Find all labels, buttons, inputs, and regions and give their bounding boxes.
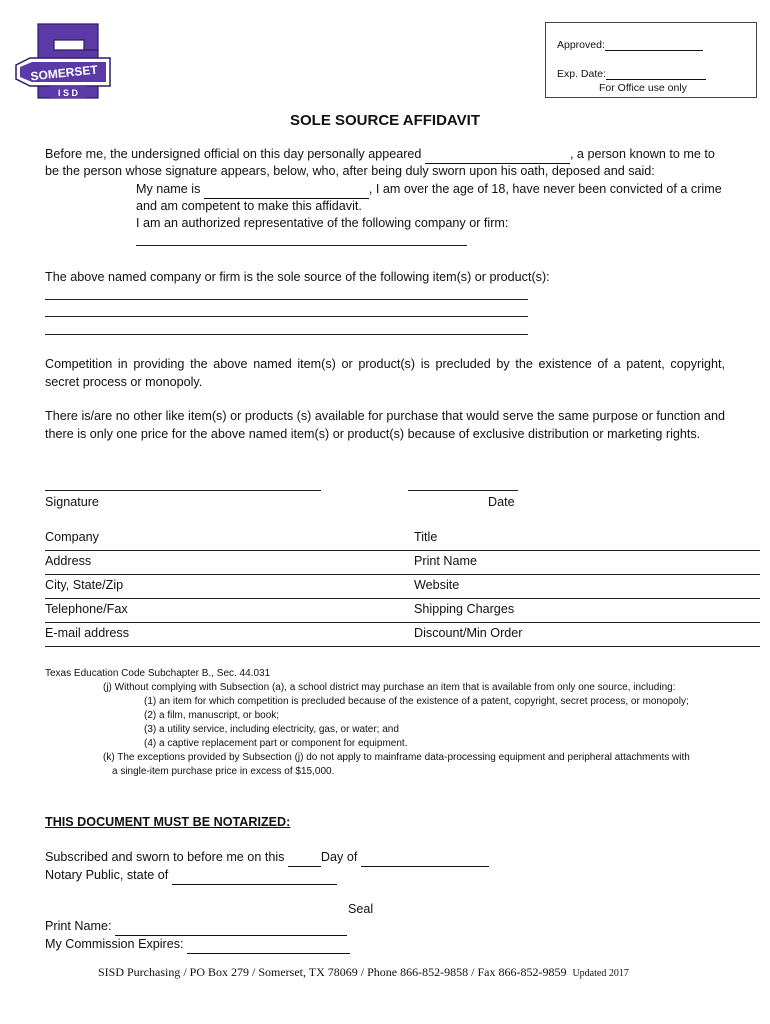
intro-line-3 xyxy=(136,181,746,199)
signature-label: Signature xyxy=(45,495,99,509)
intro-line-5: I am an authorized representative of the following company or firm: xyxy=(136,216,509,230)
telephone-fax-label: Telephone/Fax xyxy=(45,602,128,616)
code-heading: Texas Education Code Subchapter B., Sec. 44.031 xyxy=(45,668,271,679)
intro-line-1 xyxy=(45,146,735,164)
intro-text-1b: , a person known to me to xyxy=(569,147,715,161)
competition-text: Competition in providing the above named item(s) or product(s) is precluded by the existence of a patent, copyright, secret process or monopoly. xyxy=(45,357,725,389)
address-label: Address xyxy=(45,554,92,568)
code-k1: (k) The exceptions provided by Subsection (j) do not apply to mainframe data-processing equipment and peripheral attachments with xyxy=(103,752,690,763)
exp-date-line xyxy=(557,68,706,80)
notarized-heading: THIS DOCUMENT MUST BE NOTARIZED: xyxy=(45,815,291,829)
intro-text-1a: Before me, the undersigned official on this day personally appeared xyxy=(45,147,422,161)
item-line-2[interactable] xyxy=(45,316,528,317)
grid-rule-5 xyxy=(45,646,760,647)
code-j2: (2) a film, manuscript, or book; xyxy=(144,710,280,721)
approved-field[interactable] xyxy=(605,50,703,51)
date-field[interactable] xyxy=(408,490,518,491)
print-name-label: Print Name xyxy=(414,554,477,568)
city-state-zip-label: City, State/Zip xyxy=(45,578,124,592)
notary-state-field[interactable] xyxy=(172,884,337,885)
notary-state-line xyxy=(45,867,337,885)
exp-date-label: Exp. Date: xyxy=(557,68,607,80)
grid-rule-3 xyxy=(45,598,760,599)
shipping-charges-label: Shipping Charges xyxy=(414,602,515,616)
code-j3: (3) a utility service, including electricity, gas, or water; and xyxy=(144,724,399,735)
intro-line-2: be the person whose signature appears, below, who, after being duly sworn upon his oath, deposed and said: xyxy=(45,164,655,178)
office-use-box xyxy=(545,22,757,98)
company-label: Company xyxy=(45,530,99,544)
seal-label: Seal xyxy=(348,902,374,916)
discount-label: Discount/Min Order xyxy=(414,626,523,640)
email-label: E-mail address xyxy=(45,626,129,640)
logo-wordmark: SOMERSET xyxy=(29,62,99,84)
intro-text-3b: , I am over the age of 18, have never been convicted of a crime xyxy=(368,182,722,196)
code-j: (j) Without complying with Subsection (a), a school district may purchase an item that is available from only one source, including: xyxy=(103,682,676,693)
item-line-1[interactable] xyxy=(45,299,528,300)
commission-line xyxy=(45,936,350,954)
exp-date-field[interactable] xyxy=(606,79,706,80)
title-label: Title xyxy=(414,530,438,544)
day-of-label: Day of xyxy=(320,850,358,864)
my-name-label: My name is xyxy=(136,182,201,196)
document-title: SOLE SOURCE AFFIDAVIT xyxy=(289,112,480,129)
sworn-month-field[interactable] xyxy=(361,866,489,867)
no-other-text: There is/are no other like item(s) or products (s) available for purchase that would serve the same purpose or function and there is only one price for the above named item(s) or product(s) because of exclusive distribution or marketing rights. xyxy=(45,409,725,441)
footer-updated: Updated 2017 xyxy=(572,968,629,979)
grid-rule-2 xyxy=(45,574,760,575)
office-note: For Office use only xyxy=(599,82,687,94)
item-line-3[interactable] xyxy=(45,334,528,335)
logo-isd: I S D xyxy=(57,88,79,98)
sole-source-text: The above named company or firm is the sole source of the following item(s) or product(s): xyxy=(45,270,550,284)
code-j1: (1) an item for which competition is precluded because of the existence of a patent, copyright, secret process, or monopoly; xyxy=(144,696,689,707)
notary-print-name-label: Print Name: xyxy=(45,919,112,933)
notary-state-label: Notary Public, state of xyxy=(45,868,169,882)
code-j4: (4) a captive replacement part or component for equipment. xyxy=(144,738,408,749)
approved-label: Approved: xyxy=(557,39,605,51)
date-label: Date xyxy=(488,495,515,509)
commission-label: My Commission Expires: xyxy=(45,937,184,951)
commission-field[interactable] xyxy=(187,953,350,954)
grid-rule-4 xyxy=(45,622,760,623)
intro-line-4: and am competent to make this affidavit. xyxy=(136,199,362,213)
approved-line xyxy=(557,39,703,51)
signature-field[interactable] xyxy=(45,490,321,491)
grid-rule-1 xyxy=(45,550,760,551)
sworn-line xyxy=(45,849,489,867)
sworn-label: Subscribed and sworn to before me on this xyxy=(45,850,285,864)
website-label: Website xyxy=(414,578,460,592)
company-firm-field[interactable] xyxy=(136,245,467,246)
notary-print-name-line xyxy=(45,918,347,936)
footer-contact: SISD Purchasing / PO Box 279 / Somerset, TX 78069 / Phone 866-852-9858 / Fax 866-852-9859 xyxy=(98,965,567,979)
code-k2: a single-item purchase price in excess of $15,000. xyxy=(112,766,335,777)
somerset-isd-logo xyxy=(14,20,114,102)
footer xyxy=(98,965,629,980)
